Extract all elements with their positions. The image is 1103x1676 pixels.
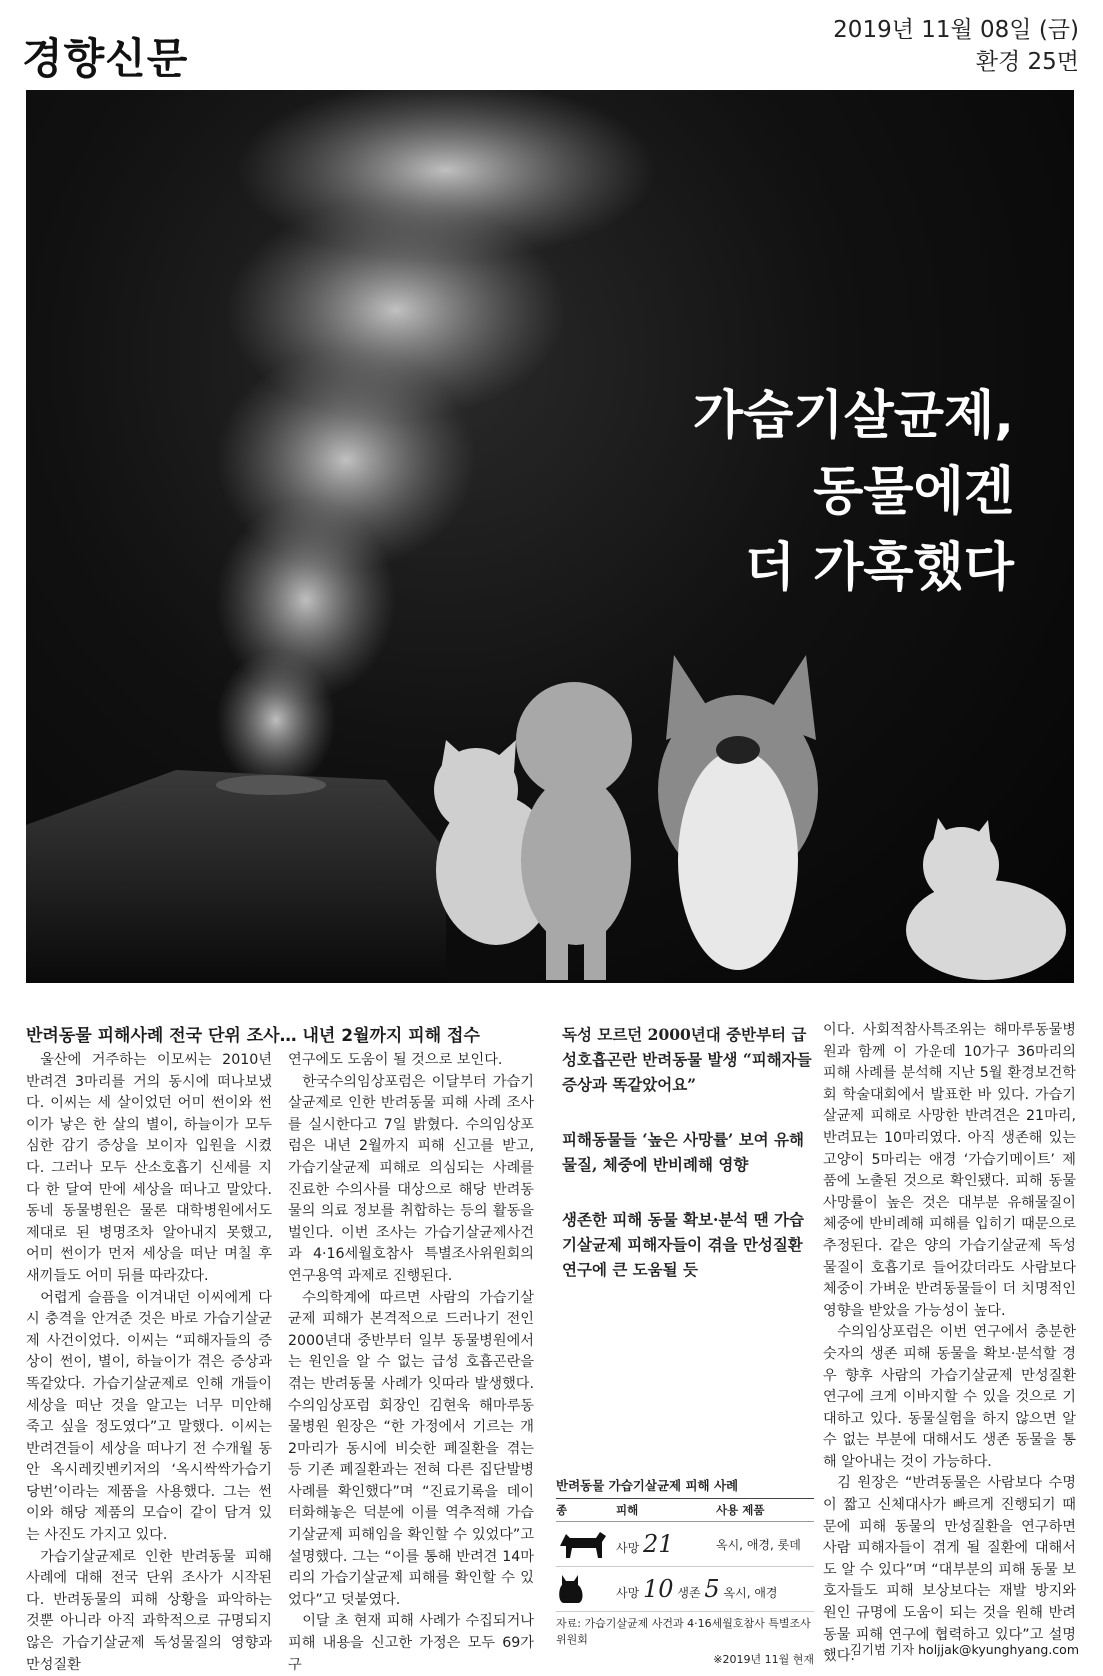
headline-line-1: 가습기살균제,: [692, 386, 1014, 446]
paragraph: 수의학계에 따르면 사람의 가습기살균제 피해가 본격적으로 드러나기 전인 2000년대 중반부터 일부 동물병원에서는 원인을 알 수 없는 급성 호흡곤란을 겪는 반려동물 사례가 잇따라 발생했다. 수의임상포럼 회장인 김현욱 해마루동물병원 원장은 “한 가정에서 기르는 개 2마리가 동시에 비슷한 폐질환을 겪는 등 기존 폐질환과는 전혀 다른 집단발병 사례를 확인했다”며 “진료기록을 데이터화해놓은 덕분에 이를 역추적해 가습기살균제 피해임을 확인할 수 있었다”고 설명했다. 그는 “이를 통해 반려견 14마리의 가습기살균제 피해를 확인할 수 있었다”고 덧붙였다.: [288, 1289, 534, 1608]
paragraph: 울산에 거주하는 이모씨는 2010년 반려견 3마리를 거의 동시에 떠나보냈다. 이씨는 세 살이었던 어미 썬이와 썬이가 낳은 한 살의 별이, 하늘이가 모두 심한 감기 증상을 보이자 입원을 시켰다. 그러나 모두 산소호흡기 신세를 지다 한 달여 만에 세상을 떠나고 말았다. 동네 동물병원은 물론 대학병원에서도 제대로 된 병명조차 알아내지 못했고, 어미 썬이가 먼저 세상을 떠난 며칠 후 새끼들도 어미 뒤를 따라갔다.: [26, 1052, 272, 1284]
infobox-source: 자료: 가습기살균제 사건과 4·16세월호참사 특별조사위원회: [556, 1617, 811, 1646]
dog-icon: [556, 1526, 616, 1563]
cat-right: [906, 818, 1066, 980]
header-products: 사용 제품: [716, 1503, 765, 1517]
paragraph: 수의임상포럼은 이번 연구에서 충분한 숫자의 생존 피해 동물을 확보·분석할 경우 향후 사람의 가습기살균제 만성질환 연구에 크게 이바지할 수 있을 것으로 기대하고 있다. 동물실험을 하지 않으면 알 수 없는 부분에 대해서도 생존 동물을 통해 알아내는 것이 가능하다.: [823, 1324, 1076, 1470]
paragraph: 어렵게 슬픔을 이겨내던 이씨에게 다시 충격을 안겨준 것은 바로 가습기살균제 사건이었다. 이씨는 “피해자들의 증상이 썬이, 별이, 하늘이가 겪은 증상과 똑같았다. 가습기살균제로 인해 개들이 세상을 떠난 것을 알고는 너무 미안해 죽고 싶을 정도였다”고 말했다. 이씨는 반려견들이 세상을 떠나기 전 수개월 동안 옥시레킷벤키저의 ‘옥시싹싹가습기당번’이라는 제품을 사용했다. 그는 썬이와 해당 제품의 모습이 같이 담겨 있는 사진도 가지고 있다.: [26, 1289, 272, 1544]
paragraph: 가습기살균제로 인한 반려동물 피해사례에 대해 전국 단위 조사가 시작된다. 반려동물의 피해 상황을 파악하는 것뿐 아니라 아직 과학적으로 규명되지 않은 가습기살균제 독성물질의 영향과 만성질환: [26, 1548, 272, 1673]
hero-photo: [26, 90, 1074, 983]
issue-info: [833, 14, 1079, 78]
headline-line-3: 더 가혹했다: [744, 538, 1014, 598]
poodle: [516, 682, 632, 980]
dog-death-label: 사망: [616, 1541, 640, 1555]
infobox-title: 반려동물 가습기살균제 피해 사례: [556, 1478, 739, 1493]
page-section: 환경 25면: [975, 49, 1079, 75]
dog-row: [556, 1522, 814, 1567]
dog-death-count: 21: [643, 1530, 674, 1558]
article-column-1: [26, 1050, 272, 1676]
cat-products: 옥시, 애경: [723, 1586, 778, 1600]
infobox-header: [556, 1498, 814, 1522]
highlight: 생존한 피해 동물 확보·분석 땐 가습기살균제 피해자들이 겪을 만성질환 연구에 큰 도움될 듯: [562, 1210, 805, 1279]
cat-alive-label: 생존: [677, 1586, 701, 1600]
paragraph: 한국수의임상포럼은 이달부터 가습기살균제로 인한 반려동물 피해 사례 조사를 실시한다고 7일 밝혔다. 수의임상포럼은 내년 2월까지 피해 신고를 받고, 가습기살균제 피해로 의심되는 사례를 진료한 수의사를 대상으로 해당 반려동물의 의료 정보를 취합하는 등의 활동을 벌인다. 이번 조사는 가습기살균제사건과 4·16세월호참사 특별조사위원회의 연구용역 과제로 진행된다.: [288, 1073, 534, 1284]
cat-death-count: 10: [643, 1575, 674, 1603]
damage-infobox: [556, 1476, 814, 1668]
paragraph: 김 원장은 “반려동물은 사람보다 수명이 짧고 신체대사가 빠르게 진행되기 때문에 피해 동물의 만성질환을 연구하면 사람 피해자들이 겪게 될 질환에 대해서도 알 수 있다”며 “대부분의 피해 동물 보호자들도 피해 보상보다는 재발 방지와 원인 규명에 도움이 되는 것을 원해 반려동물 피해 연구에 협력하고 있다”고 설명했다.: [823, 1475, 1076, 1665]
highlight: 피해동물들 ‘높은 사망률’ 보여 유해물질, 체중에 반비례해 영향: [562, 1130, 805, 1174]
humidifier: [26, 770, 446, 983]
highlight: 독성 모르던 2000년대 중반부터 급성호흡곤란 반려동물 발생 “피해자들 증상과 똑같았어요”: [562, 1025, 812, 1094]
infobox-asof: ※2019년 11월 현재: [713, 1653, 814, 1666]
masthead: 경향신문: [22, 34, 189, 83]
subheadline: 반려동물 피해사례 전국 단위 조사… 내년 2월까지 피해 접수: [26, 1026, 480, 1046]
cat-icon: [556, 1571, 616, 1608]
header-damage: 피해: [616, 1503, 639, 1517]
paragraph: 이달 초 현재 피해 사례가 수집되거나 피해 내용을 신고한 가정은 모두 69가구: [288, 1613, 534, 1673]
byline: 김기범 기자 holjjak@kyunghyang.com: [849, 1642, 1079, 1657]
article-column-4: [823, 1020, 1076, 1668]
paragraph: 연구에도 도움이 될 것으로 보인다.: [288, 1052, 503, 1068]
corgi: [658, 655, 818, 970]
cat-row: [556, 1567, 814, 1612]
cat-death-label: 사망: [616, 1586, 640, 1600]
header-species: 종: [556, 1503, 568, 1517]
summary-highlights: [562, 1022, 812, 1312]
issue-date: 2019년 11월 08일 (금): [833, 17, 1079, 43]
cat-alive-count: 5: [704, 1575, 720, 1603]
headline-line-2: 동물에겐: [813, 462, 1014, 522]
dog-products: 옥시, 애경, 롯데: [716, 1537, 801, 1552]
headline: [693, 378, 1014, 606]
paragraph: 이다. 사회적참사특조위는 해마루동물병원과 함께 이 가운데 10가구 36마리의 피해 사례를 분석해 지난 5월 환경보건학회 학술대회에서 발표한 바 있다. 가습기살균제 피해로 사망한 반려견은 21마리, 반려묘는 10마리였다. 아직 생존해 있는 고양이 5마리는 애경 ‘가습기메이트’ 제품에 노출된 것으로 확인됐다. 피해 동물 사망률이 높은 것은 대부분 유해물질이 체중에 반비례해 피해를 입히기 때문으로 추정된다. 같은 양의 가습기살균제 독성물질이 호흡기로 들어갔더라도 사람보다 체중이 가벼운 반려동물들이 더 치명적인 영향을 받았을 가능성이 높다.: [823, 1022, 1076, 1319]
article-column-2: [288, 1050, 534, 1676]
